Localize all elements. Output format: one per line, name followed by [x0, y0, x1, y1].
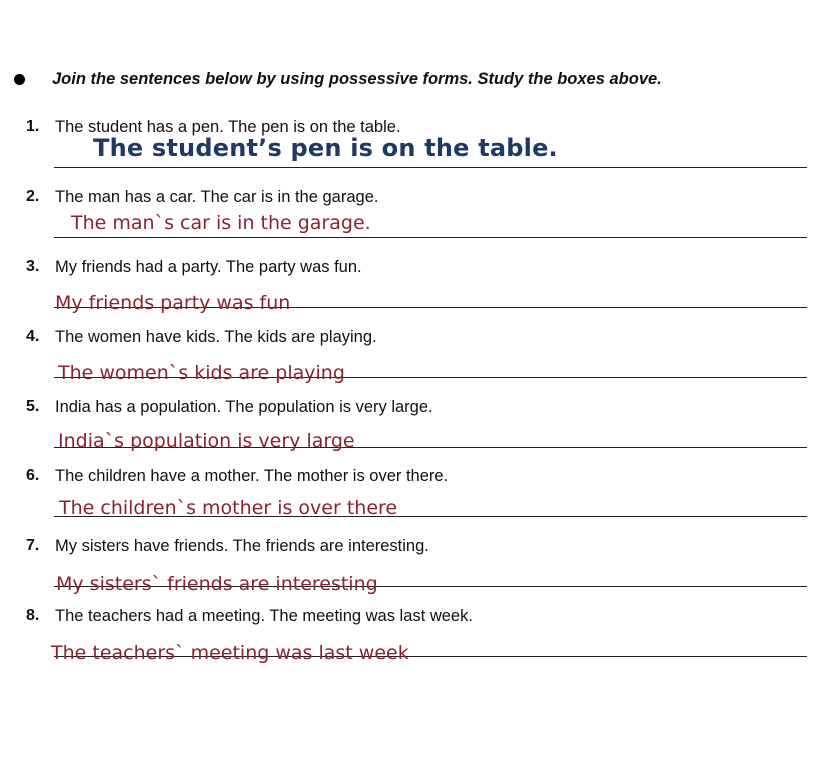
- item-number: 4.: [26, 328, 40, 345]
- answer-text[interactable]: The children`s mother is over there: [59, 497, 398, 519]
- exercise-item-4: [0, 328, 832, 398]
- answer-text[interactable]: My sisters` friends are interesting: [56, 573, 378, 595]
- exercise-item-6: [0, 467, 832, 537]
- item-number: 5.: [26, 398, 40, 415]
- item-number: 7.: [26, 537, 40, 554]
- answer-line: [54, 237, 807, 238]
- item-number: 1.: [26, 118, 40, 135]
- item-number: 8.: [26, 607, 40, 624]
- item-prompt: The teachers had a meeting. The meeting was last week.: [55, 607, 473, 625]
- item-prompt: The women have kids. The kids are playing.: [55, 328, 377, 346]
- item-prompt: The student has a pen. The pen is on the table.: [55, 118, 401, 136]
- exercise-item-8: [0, 607, 832, 677]
- instruction-text: Join the sentences below by using possessive forms. Study the boxes above.: [52, 70, 662, 88]
- exercise-item-3: [0, 258, 832, 328]
- instruction: [14, 70, 662, 89]
- item-prompt: The man has a car. The car is in the garage.: [55, 188, 379, 206]
- exercise-item-5: [0, 398, 832, 468]
- answer-text[interactable]: The women`s kids are playing: [58, 362, 345, 384]
- answer-text[interactable]: The student’s pen is on the table.: [93, 134, 558, 162]
- answer-line: [54, 167, 807, 168]
- answer-text[interactable]: The man`s car is in the garage.: [71, 212, 371, 234]
- item-number: 6.: [26, 467, 40, 484]
- bullet-icon: [14, 74, 25, 85]
- exercise-item-7: [0, 537, 832, 607]
- item-number: 3.: [26, 258, 40, 275]
- answer-text[interactable]: India`s population is very large: [58, 430, 355, 452]
- item-prompt: My sisters have friends. The friends are interesting.: [55, 537, 429, 555]
- item-prompt: India has a population. The population is very large.: [55, 398, 433, 416]
- item-number: 2.: [26, 188, 40, 205]
- item-prompt: The children have a mother. The mother is over there.: [55, 467, 449, 485]
- answer-text[interactable]: My friends party was fun: [55, 292, 291, 314]
- item-prompt: My friends had a party. The party was fun.: [55, 258, 362, 276]
- answer-text[interactable]: The teachers` meeting was last week: [51, 642, 409, 664]
- exercise-item-2: [0, 188, 832, 258]
- exercise-item-1: [0, 118, 832, 188]
